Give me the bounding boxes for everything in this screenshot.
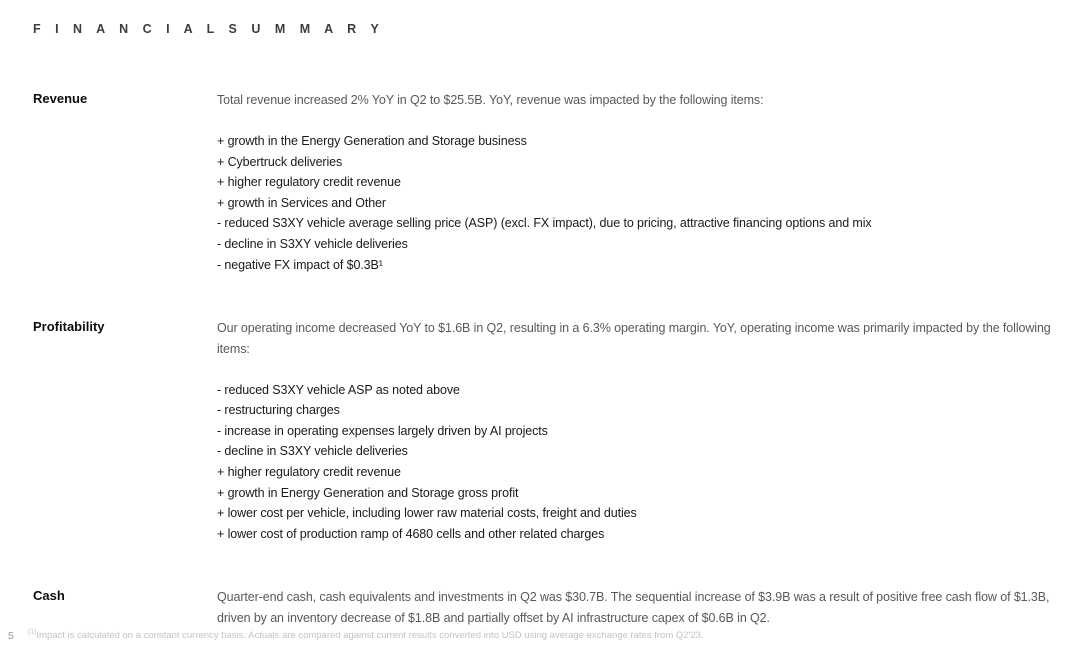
footnote <box>28 629 704 642</box>
revenue-body <box>217 90 1065 275</box>
section-revenue <box>33 90 1063 275</box>
revenue-label: Revenue <box>33 91 88 106</box>
profitability-intro-text: Our operating income decreased YoY to $1.6B in Q2, resulting in a 6.3% operating margin. YoY, operating income was primarily impacted by the following items: <box>217 321 1051 356</box>
revenue-intro-text: Total revenue increased 2% YoY in Q2 to $25.5B. YoY, revenue was impacted by the following items: <box>217 93 764 107</box>
list-item: - reduced S3XY vehicle ASP as noted above <box>217 382 460 397</box>
list-item: + lower cost of production ramp of 4680 cells and other related charges <box>217 526 605 541</box>
list-item: - reduced S3XY vehicle average selling price (ASP) (excl. FX impact), due to pricing, attractive financing options and mix <box>217 216 872 231</box>
slide-content <box>33 90 1063 628</box>
list-item: - decline in S3XY vehicle deliveries <box>217 444 408 459</box>
list-item: - increase in operating expenses largely driven by AI projects <box>217 423 548 438</box>
list-item: + higher regulatory credit revenue <box>217 465 401 480</box>
cash-body <box>217 587 1065 628</box>
list-item: + higher regulatory credit revenue <box>217 175 401 190</box>
list-item: + growth in Energy Generation and Storage gross profit <box>217 485 519 500</box>
list-item: + growth in the Energy Generation and Storage business <box>217 134 527 148</box>
list-item: - restructuring charges <box>217 403 340 418</box>
section-cash <box>33 587 1063 628</box>
slide-footer <box>8 629 704 643</box>
profitability-bullet-list <box>217 380 1065 545</box>
list-item: + Cybertruck deliveries <box>217 154 343 169</box>
cash-intro-text: Quarter-end cash, cash equivalents and investments in Q2 was $30.7B. The sequential increase of $3.9B was a result of positive free cash flow of $1.3B, driven by an inventory decrease of $1.8B and partially offset by AI infrastructure capex of $0.6B in Q2. <box>217 590 1050 625</box>
section-profitability <box>33 318 1063 544</box>
page-title: F I N A N C I A L S U M M A R Y <box>33 22 385 36</box>
revenue-bullet-list <box>217 131 1065 275</box>
cash-label: Cash <box>33 588 65 604</box>
footnote-marker: (1) <box>27 628 37 636</box>
list-item: + growth in Services and Other <box>217 195 386 210</box>
page-number: 5 <box>8 630 14 642</box>
list-item: - decline in S3XY vehicle deliveries <box>217 236 408 251</box>
list-item: + lower cost per vehicle, including lower raw material costs, freight and duties <box>217 506 637 521</box>
list-item: - negative FX impact of $0.3B¹ <box>217 257 383 272</box>
profitability-body <box>217 318 1065 544</box>
footnote-text: Impact is calculated on a constant currency basis. Actuals are compared against current results converted into USD using average exchange rates from Q2'23. <box>36 630 704 641</box>
profitability-label: Profitability <box>33 319 105 335</box>
